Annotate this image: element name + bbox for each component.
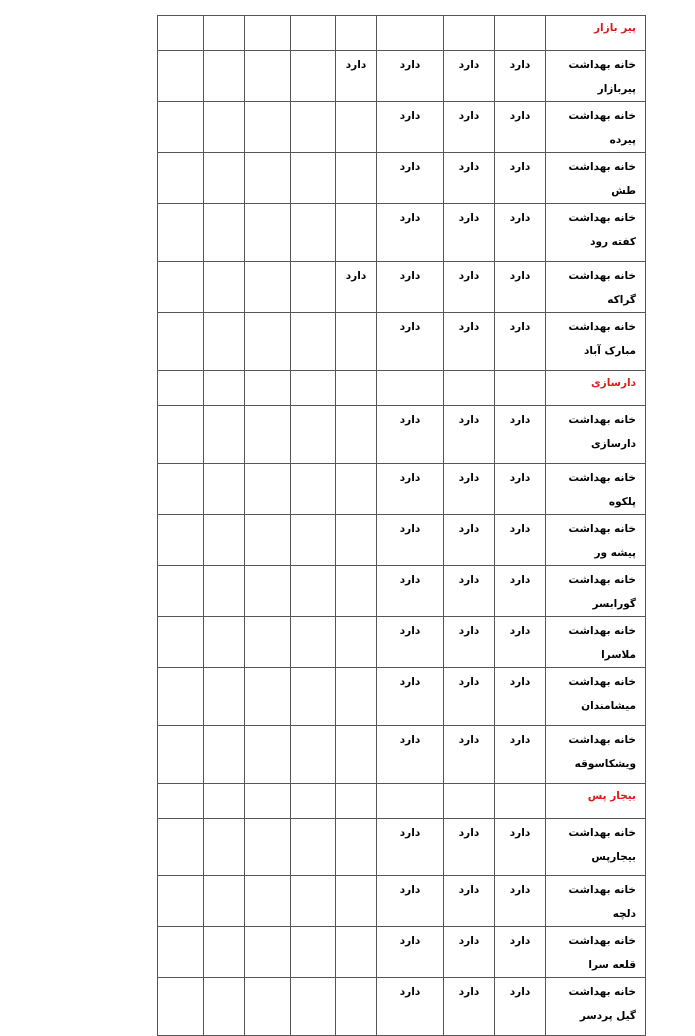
empty-cell [204,406,245,464]
empty-cell [336,927,377,978]
status-cell: دارد [495,51,546,102]
facility-name: خانه بهداشت مبارک آباد [546,313,646,371]
section-title: بیجار پس [546,784,646,819]
section-header-row [158,784,646,819]
status-cell: دارد [495,876,546,927]
empty-cell [245,51,291,102]
empty-cell [204,16,245,51]
empty-cell [158,153,204,204]
empty-cell [204,927,245,978]
table-row [158,876,646,927]
empty-cell [204,204,245,262]
facility-name: خانه بهداشت طش [546,153,646,204]
empty-cell [245,927,291,978]
empty-cell [204,51,245,102]
empty-cell [158,566,204,617]
empty-cell [336,819,377,876]
facility-name: خانه بهداشت ملاسرا [546,617,646,668]
status-cell: دارد [377,51,444,102]
status-cell: دارد [495,566,546,617]
empty-cell [158,515,204,566]
empty-cell [245,784,291,819]
empty-cell [158,726,204,784]
empty-cell [444,16,495,51]
table-row [158,515,646,566]
empty-cell [495,371,546,406]
status-cell: دارد [444,978,495,1036]
empty-cell [245,978,291,1036]
status-cell: دارد [377,978,444,1036]
empty-cell [204,819,245,876]
status-cell: دارد [444,566,495,617]
empty-cell [245,16,291,51]
table-row [158,819,646,876]
empty-cell [291,16,336,51]
empty-cell [245,406,291,464]
empty-cell [204,153,245,204]
empty-cell [291,668,336,726]
empty-cell [291,726,336,784]
empty-cell [204,371,245,406]
facility-name: خانه بهداشت پیرده [546,102,646,153]
empty-cell [158,819,204,876]
status-cell: دارد [377,204,444,262]
empty-cell [245,566,291,617]
empty-cell [245,726,291,784]
status-cell: دارد [495,617,546,668]
empty-cell [158,204,204,262]
facility-name: خانه بهداشت بیجارپس [546,819,646,876]
status-cell: دارد [377,668,444,726]
empty-cell [291,566,336,617]
status-cell: دارد [495,668,546,726]
empty-cell [336,464,377,515]
empty-cell [158,784,204,819]
status-cell: دارد [336,51,377,102]
empty-cell [495,16,546,51]
status-cell: دارد [377,262,444,313]
table-row [158,668,646,726]
empty-cell [158,406,204,464]
empty-cell [495,784,546,819]
status-cell: دارد [495,978,546,1036]
facility-name: خانه بهداشت قلعه سرا [546,927,646,978]
section-title: پیر بازار [546,16,646,51]
facilities-table [157,15,646,1036]
empty-cell [377,784,444,819]
empty-cell [158,978,204,1036]
table-row [158,406,646,464]
status-cell: دارد [444,51,495,102]
empty-cell [291,371,336,406]
status-cell: دارد [377,617,444,668]
table-row [158,204,646,262]
empty-cell [291,515,336,566]
status-cell: دارد [377,927,444,978]
facility-name: خانه بهداشت میشامندان [546,668,646,726]
table-row [158,978,646,1036]
status-cell: دارد [444,668,495,726]
status-cell: دارد [444,262,495,313]
section-header-row [158,16,646,51]
table-row [158,102,646,153]
empty-cell [444,784,495,819]
table-row [158,262,646,313]
facility-name: خانه بهداشت گیل پردسر [546,978,646,1036]
empty-cell [204,464,245,515]
status-cell: دارد [336,262,377,313]
status-cell: دارد [377,515,444,566]
status-cell: دارد [444,726,495,784]
status-cell: دارد [444,406,495,464]
empty-cell [291,876,336,927]
empty-cell [291,927,336,978]
table-row [158,313,646,371]
empty-cell [291,204,336,262]
empty-cell [204,566,245,617]
table-row [158,566,646,617]
status-cell: دارد [495,464,546,515]
status-cell: دارد [495,262,546,313]
empty-cell [336,102,377,153]
empty-cell [291,464,336,515]
empty-cell [158,313,204,371]
empty-cell [291,406,336,464]
empty-cell [336,153,377,204]
empty-cell [336,16,377,51]
status-cell: دارد [377,819,444,876]
status-cell: دارد [495,153,546,204]
empty-cell [204,726,245,784]
status-cell: دارد [377,406,444,464]
empty-cell [158,464,204,515]
empty-cell [336,204,377,262]
table-row [158,726,646,784]
empty-cell [204,668,245,726]
empty-cell [291,102,336,153]
status-cell: دارد [495,515,546,566]
empty-cell [291,978,336,1036]
empty-cell [158,876,204,927]
status-cell: دارد [444,464,495,515]
empty-cell [245,617,291,668]
status-cell: دارد [377,464,444,515]
empty-cell [336,726,377,784]
empty-cell [245,262,291,313]
empty-cell [336,668,377,726]
empty-cell [336,784,377,819]
status-cell: دارد [377,566,444,617]
empty-cell [245,668,291,726]
empty-cell [158,262,204,313]
status-cell: دارد [444,819,495,876]
empty-cell [245,876,291,927]
empty-cell [291,262,336,313]
empty-cell [204,876,245,927]
empty-cell [158,371,204,406]
empty-cell [336,617,377,668]
table-row [158,927,646,978]
empty-cell [444,371,495,406]
facility-name: خانه بهداشت گراکه [546,262,646,313]
status-cell: دارد [377,313,444,371]
status-cell: دارد [444,617,495,668]
status-cell: دارد [377,726,444,784]
status-cell: دارد [444,876,495,927]
empty-cell [204,978,245,1036]
empty-cell [158,668,204,726]
empty-cell [204,262,245,313]
facility-name: خانه بهداشت ویشکاسوقه [546,726,646,784]
empty-cell [204,102,245,153]
status-cell: دارد [377,153,444,204]
empty-cell [245,464,291,515]
empty-cell [245,371,291,406]
empty-cell [336,515,377,566]
status-cell: دارد [495,102,546,153]
status-cell: دارد [495,313,546,371]
empty-cell [158,927,204,978]
status-cell: دارد [444,102,495,153]
empty-cell [158,16,204,51]
status-cell: دارد [444,515,495,566]
status-cell: دارد [495,204,546,262]
empty-cell [336,371,377,406]
table-row [158,464,646,515]
empty-cell [204,313,245,371]
table-row [158,51,646,102]
status-cell: دارد [495,726,546,784]
status-cell: دارد [495,406,546,464]
table-row [158,617,646,668]
empty-cell [336,978,377,1036]
empty-cell [204,617,245,668]
empty-cell [377,371,444,406]
facility-name: خانه بهداشت پیشه ور [546,515,646,566]
empty-cell [245,515,291,566]
table-row [158,153,646,204]
empty-cell [377,16,444,51]
facility-name: خانه بهداشت پلکوه [546,464,646,515]
empty-cell [291,784,336,819]
status-cell: دارد [444,313,495,371]
empty-cell [291,617,336,668]
empty-cell [204,515,245,566]
section-title: دارسازی [546,371,646,406]
empty-cell [204,784,245,819]
empty-cell [291,313,336,371]
empty-cell [245,153,291,204]
empty-cell [245,204,291,262]
section-header-row [158,371,646,406]
status-cell: دارد [444,153,495,204]
empty-cell [245,313,291,371]
status-cell: دارد [377,102,444,153]
status-cell: دارد [444,204,495,262]
empty-cell [291,153,336,204]
empty-cell [245,819,291,876]
empty-cell [336,406,377,464]
facility-name: خانه بهداشت گورابسر [546,566,646,617]
status-cell: دارد [495,819,546,876]
facility-name: خانه بهداشت دلچه [546,876,646,927]
empty-cell [245,102,291,153]
status-cell: دارد [495,927,546,978]
empty-cell [291,819,336,876]
empty-cell [336,876,377,927]
facility-name: خانه بهداشت کفته رود [546,204,646,262]
empty-cell [336,566,377,617]
empty-cell [291,51,336,102]
status-cell: دارد [444,927,495,978]
status-cell: دارد [377,876,444,927]
empty-cell [158,102,204,153]
facility-name: خانه بهداشت دارسازی [546,406,646,464]
empty-cell [336,313,377,371]
facility-name: خانه بهداشت پیربازار [546,51,646,102]
empty-cell [158,617,204,668]
empty-cell [158,51,204,102]
